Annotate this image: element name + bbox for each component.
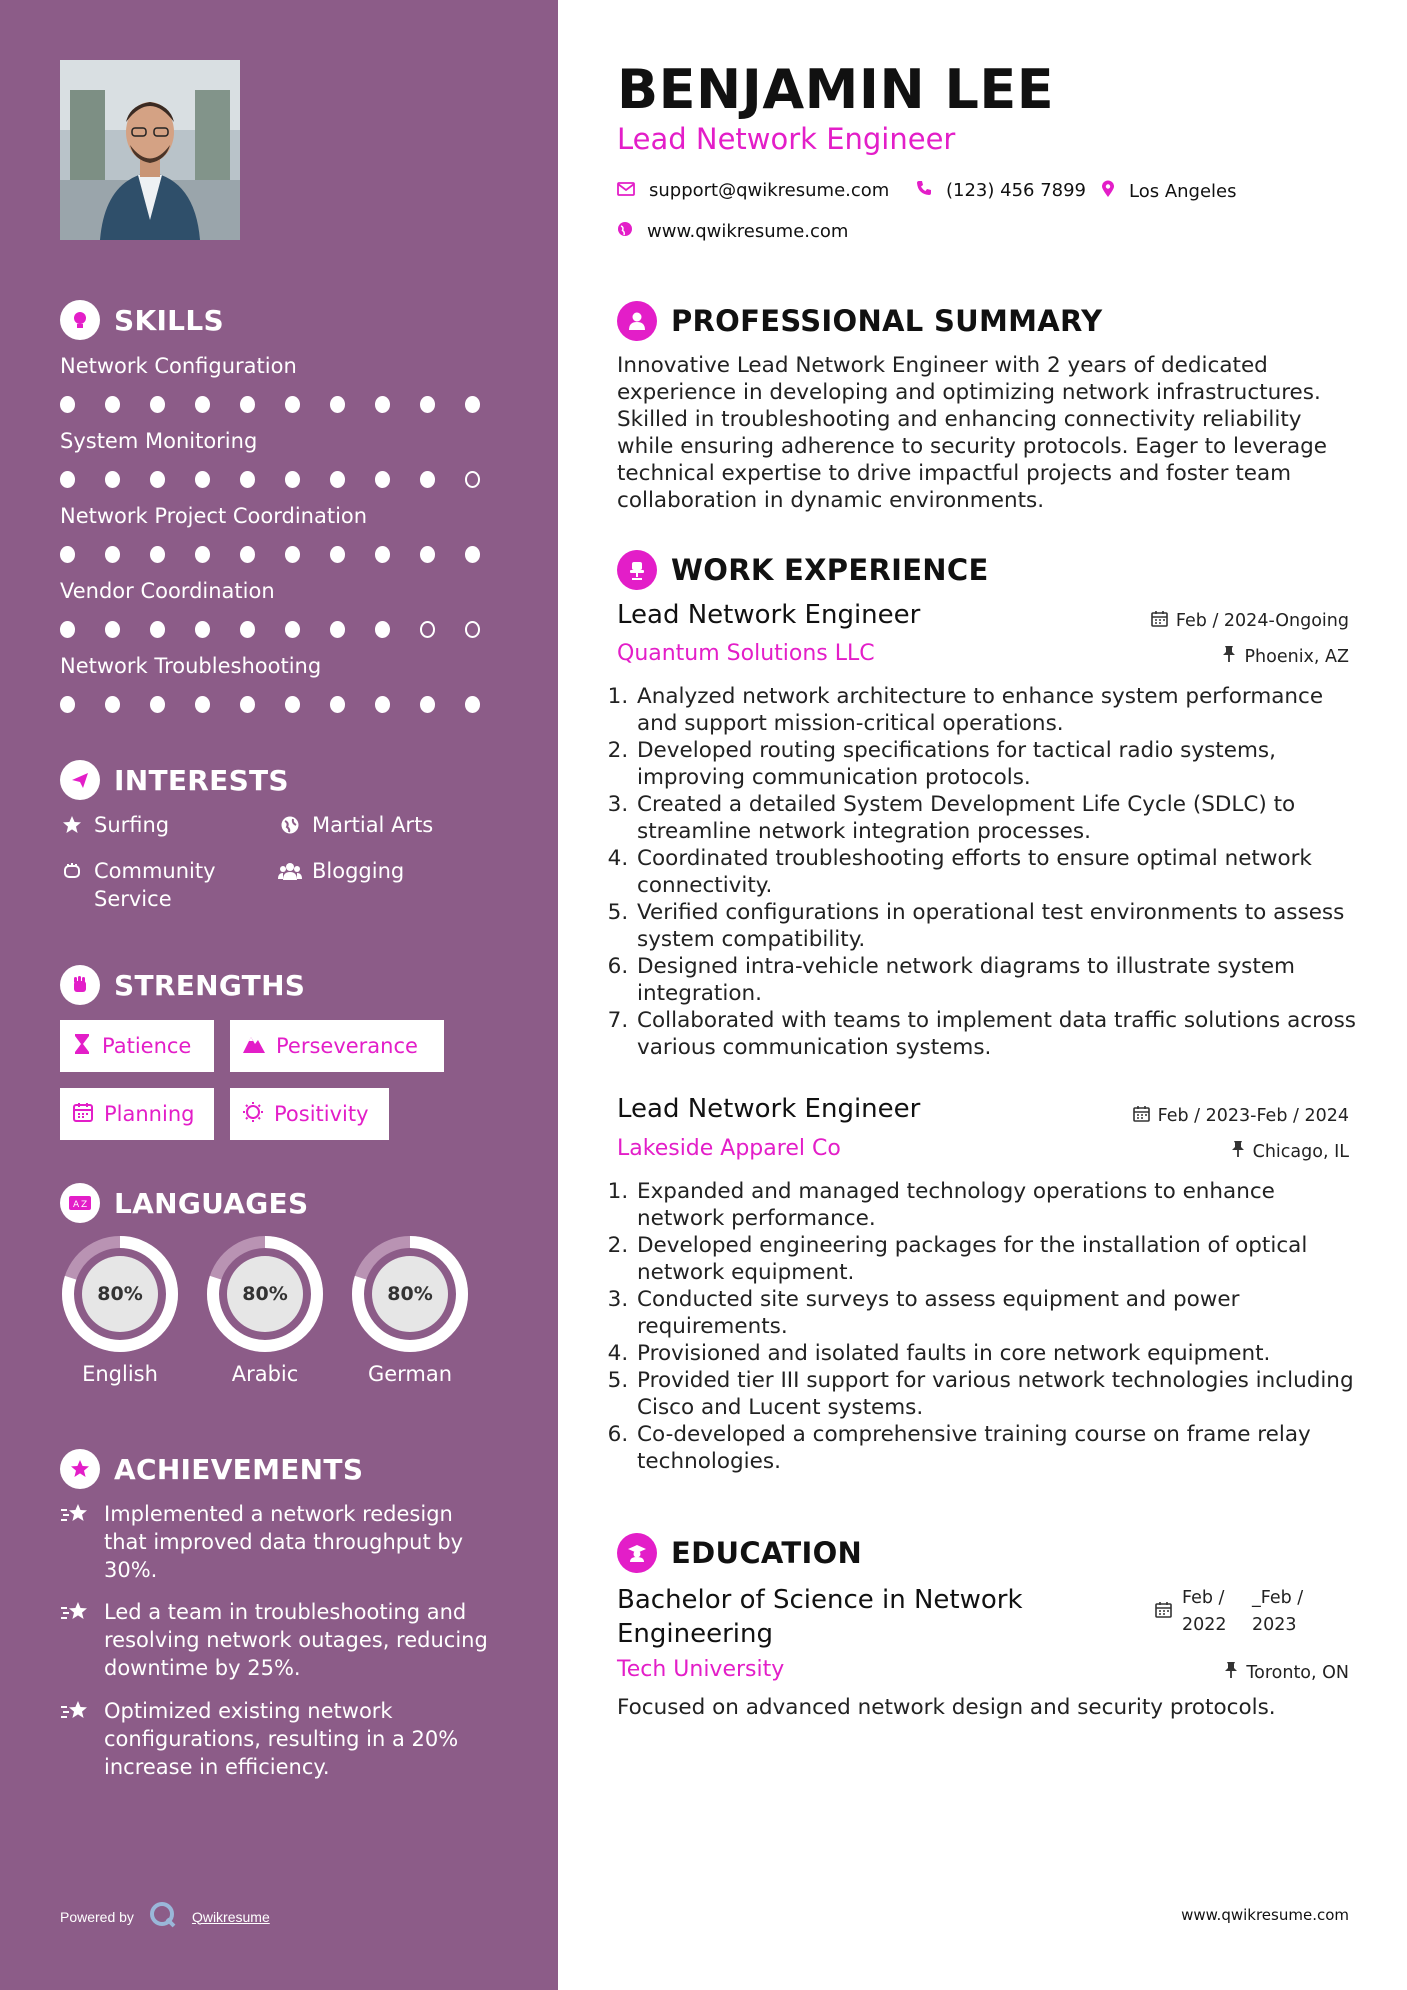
duty-item: 4. Coordinated troubleshooting efforts to ensure optimal network connectivity. [635,845,1357,899]
company-name: Quantum Solutions LLC [617,641,875,666]
experience-heading [617,550,989,590]
rating-dot-filled [60,471,75,488]
achievement-item [60,1598,500,1682]
profile-photo [60,60,240,240]
rating-dot-filled [60,696,75,713]
user-icon [617,301,657,341]
rating-dot-filled [105,396,120,413]
rating-dot-filled [330,696,345,713]
interest-label: Blogging [312,859,405,883]
interest-item [278,857,404,885]
duty-item: 5. Provided tier III support for various network technologies including Cisco and Lucent systems. [635,1367,1357,1421]
map-pin-icon [1101,180,1115,203]
rating-dot-filled [330,471,345,488]
duty-item: 5. Verified configurations in operational test environments to assess system compatibility. [635,899,1357,953]
strength-label: Positivity [274,1102,369,1126]
language-item [60,1234,180,1386]
calendar-icon [72,1101,94,1128]
skill-item [60,354,510,413]
rating-dot-filled [285,621,300,638]
rating-dot-filled [465,396,480,413]
duty-item: 1. Expanded and managed technology operations to enhance network performance. [635,1178,1357,1232]
rating-dot-filled [150,546,165,563]
language-name: English [82,1362,158,1386]
rating-dot-filled [240,546,255,563]
hourglass-icon [72,1033,92,1060]
svg-text:Z: Z [81,1200,88,1210]
school-name: Tech University [617,1657,785,1682]
rating-dot-filled [60,546,75,563]
languages-heading [60,1183,308,1223]
strength-label: Planning [104,1102,195,1126]
interest-item [60,857,250,913]
language-item [205,1234,325,1386]
education-description: Focused on advanced network design and security protocols. [617,1695,1276,1720]
contact-email [617,180,889,201]
experience-title: WORK EXPERIENCE [671,553,989,587]
duty-item: 1. Analyzed network architecture to enhance system performance and support mission-critical operations. [635,683,1357,737]
globe-icon [278,811,302,839]
rating-dot-filled [375,621,390,638]
rating-dot-filled [375,696,390,713]
star-icon [60,811,84,839]
globe-icon [617,221,633,242]
rating-dot-filled [195,396,210,413]
rating-dot-filled [240,396,255,413]
phone-icon [916,180,932,201]
skill-name: Vendor Coordination [60,579,275,603]
rating-dot-filled [375,471,390,488]
location-text: Phoenix, AZ [1244,646,1349,667]
pushpin-icon [1224,1661,1238,1684]
job-title: Lead Network Engineer [617,600,921,630]
dates-text: Feb / 2024-Ongoing [1175,611,1349,631]
shooting-star-icon [60,1598,92,1682]
interest-label: Community Service [94,859,216,911]
education-title: EDUCATION [671,1536,863,1570]
skill-name: System Monitoring [60,429,258,453]
rating-dot-filled [105,696,120,713]
candidate-role: Lead Network Engineer [617,122,956,156]
qwikresume-link[interactable]: Qwikresume [191,1908,270,1925]
rating-dot-filled [105,546,120,563]
achievements-title: ACHIEVEMENTS [114,1452,364,1486]
skill-item [60,654,510,713]
strength-label: Perseverance [276,1034,418,1058]
skill-item [60,504,510,563]
education-start: Feb / 2022 [1182,1588,1227,1635]
calendar-icon [1133,1105,1150,1127]
envelope-icon [617,180,635,201]
rating-dot-filled [375,546,390,563]
rating-dot-filled [150,696,165,713]
pushpin-icon [1231,1140,1245,1163]
achievements-heading [60,1449,363,1489]
footer-url[interactable]: www.qwikresume.com [1181,1906,1349,1924]
rating-dot-empty [465,471,480,488]
degree-title: Bachelor of Science in Network Engineering [617,1585,1023,1649]
rating-dot-filled [150,621,165,638]
job-location [1222,645,1349,668]
interest-label: Martial Arts [312,813,434,837]
rating-dot-filled [465,546,480,563]
education-location [1224,1661,1349,1684]
rating-dot-filled [330,546,345,563]
job-location [1231,1140,1349,1163]
summary-text: Innovative Lead Network Engineer with 2 years of dedicated experience in developing and optimizing network infrastructures. Skilled in troubleshooting and enhancing connectivity reliability while ensuring adherence to security protocols. Eager to leverage technical expertise to drive impactful projects and foster team collaboration in dynamic environments. [617,353,1328,513]
rating-dot-filled [285,696,300,713]
contact-phone [916,180,1086,201]
svg-text:A: A [73,1200,80,1210]
rating-dot-filled [330,396,345,413]
rating-dot-filled [420,396,435,413]
achievement-text: Optimized existing network configurations, resulting in a 20% increase in efficiency. [104,1699,459,1779]
strengths-title: STRENGTHS [114,968,306,1002]
job-dates [1151,610,1349,632]
interest-label: Surfing [94,813,170,837]
candidate-name: BENJAMIN LEE [617,58,1055,121]
email-text[interactable]: support@qwikresume.com [649,180,890,201]
duties-list [617,1178,1357,1475]
mountain-icon [242,1034,266,1059]
strength-label: Patience [102,1034,192,1058]
shooting-star-icon [60,1697,92,1781]
job-title: Lead Network Engineer [617,1094,921,1124]
achievement-item [60,1500,500,1584]
rating-dot-filled [285,396,300,413]
languages-title: LANGUAGES [114,1186,309,1220]
rating-dot-filled [195,471,210,488]
duty-item: 3. Created a detailed System Development Life Cycle (SDLC) to streamline network integration processes. [635,791,1357,845]
website-text[interactable]: www.qwikresume.com [647,221,849,242]
phone-text[interactable]: (123) 456 7899 [946,180,1087,201]
contact-location [1101,180,1237,203]
calendar-icon [1151,610,1168,632]
rating-dot-filled [105,471,120,488]
skill-item [60,429,510,488]
rating-dot-filled [420,546,435,563]
rating-dot-filled [60,621,75,638]
strength-chip [230,1020,444,1072]
strengths-heading [60,965,305,1005]
interest-item [278,811,433,839]
sidebar [0,0,558,1990]
skill-rating [60,471,510,488]
rating-dot-empty [465,621,480,638]
education-end: _Feb / 2023 [1252,1588,1304,1635]
rating-dot-filled [105,621,120,638]
rating-dot-empty [420,621,435,638]
summary-title: PROFESSIONAL SUMMARY [671,304,1103,338]
paper-plane-icon [60,760,100,800]
hand-icon [60,857,84,885]
company-name: Lakeside Apparel Co [617,1136,841,1161]
duty-item: 2. Developed routing specifications for tactical radio systems, improving communication protocols. [635,737,1357,791]
skill-rating [60,546,510,563]
duty-item: 3. Conducted site surveys to assess equipment and power requirements. [635,1286,1357,1340]
skill-name: Network Project Coordination [60,504,368,528]
interests-title: INTERESTS [114,763,289,797]
duty-item: 2. Developed engineering packages for the installation of optical network equipment. [635,1232,1357,1286]
location-text: Chicago, IL [1252,1141,1349,1162]
contact-website [617,221,848,242]
language-percent: 80% [242,1283,288,1305]
graduate-icon [617,1533,657,1573]
skill-name: Network Troubleshooting [60,654,322,678]
star-badge-icon [60,1449,100,1489]
skill-name: Network Configuration [60,354,297,378]
language-percent: 80% [97,1283,143,1305]
skill-rating [60,396,510,413]
rating-dot-filled [285,546,300,563]
language-name: German [367,1362,453,1386]
office-chair-icon [617,550,657,590]
rating-dot-filled [60,396,75,413]
job-dates [1133,1105,1349,1127]
strength-chip [60,1020,214,1072]
strength-chip [230,1088,389,1140]
strength-chip [60,1088,214,1140]
fist-icon [60,965,100,1005]
language-name: Arabic [231,1362,299,1386]
summary-heading [617,301,1102,341]
location-text: Toronto, ON [1246,1662,1349,1683]
location-text: Los Angeles [1129,181,1237,202]
skill-rating [60,696,510,713]
qwikresume-logo-icon [148,1900,178,1933]
achievement-text: Led a team in troubleshooting and resolving network outages, reducing downtime by 25%. [104,1600,488,1680]
rating-dot-filled [195,546,210,563]
lightbulb-icon [60,300,100,340]
users-icon [278,857,302,885]
interest-item [60,811,169,839]
sun-icon [242,1101,264,1128]
rating-dot-filled [240,471,255,488]
duty-item: 6. Designed intra-vehicle network diagrams to illustrate system integration. [635,953,1357,1007]
education-heading [617,1533,862,1573]
skills-heading [60,300,224,340]
rating-dot-filled [195,621,210,638]
pushpin-icon [1222,645,1236,668]
duty-item: 4. Provisioned and isolated faults in core network equipment. [635,1340,1357,1367]
rating-dot-filled [420,696,435,713]
rating-dot-filled [420,471,435,488]
language-item [350,1234,470,1386]
achievement-text: Implemented a network redesign that improved data throughput by 30%. [104,1502,464,1582]
rating-dot-filled [285,471,300,488]
skill-item [60,579,510,638]
rating-dot-filled [150,471,165,488]
achievement-item [60,1697,500,1781]
rating-dot-filled [330,621,345,638]
skills-title: SKILLS [114,303,224,337]
rating-dot-filled [195,696,210,713]
rating-dot-filled [465,696,480,713]
powered-by [60,1900,270,1933]
calendar-icon [1155,1585,1172,1623]
education-dates [1155,1585,1312,1639]
powered-label: Powered by [60,1908,134,1925]
rating-dot-filled [150,396,165,413]
duty-item: 7. Collaborated with teams to implement data traffic solutions across various communication systems. [635,1007,1357,1061]
shooting-star-icon [60,1500,92,1584]
duties-list [617,683,1357,1061]
interests-heading [60,760,289,800]
language-icon [60,1183,100,1223]
rating-dot-filled [240,696,255,713]
dates-text: Feb / 2023-Feb / 2024 [1157,1106,1349,1126]
rating-dot-filled [240,621,255,638]
language-percent: 80% [387,1283,433,1305]
rating-dot-filled [375,396,390,413]
skill-rating [60,621,510,638]
duty-item: 6. Co-developed a comprehensive training course on frame relay technologies. [635,1421,1357,1475]
